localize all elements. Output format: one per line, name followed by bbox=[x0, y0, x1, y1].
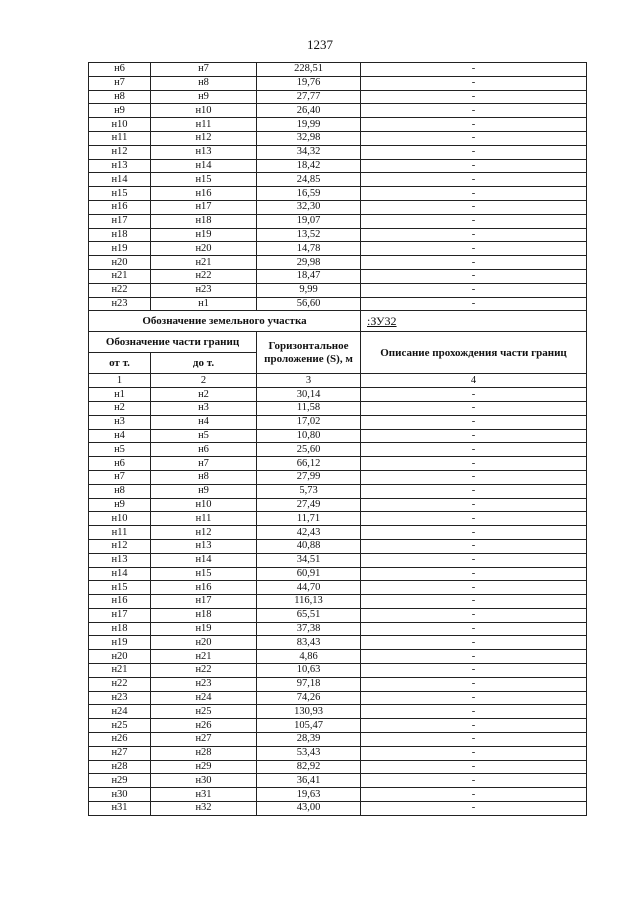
from-point-cell: н12 bbox=[89, 539, 151, 553]
column-number: 1 bbox=[89, 374, 151, 388]
description-cell: - bbox=[361, 388, 587, 402]
table-row bbox=[89, 297, 587, 311]
to-point-cell: н10 bbox=[151, 104, 257, 118]
to-point-cell: н20 bbox=[151, 636, 257, 650]
description-cell: - bbox=[361, 719, 587, 733]
description-cell: - bbox=[361, 470, 587, 484]
description-cell: - bbox=[361, 173, 587, 187]
to-point-cell: н27 bbox=[151, 733, 257, 747]
table-row bbox=[89, 484, 587, 498]
to-point-cell: н28 bbox=[151, 746, 257, 760]
to-point-cell: н5 bbox=[151, 429, 257, 443]
distance-cell: 11,71 bbox=[257, 512, 361, 526]
to-point-cell: н4 bbox=[151, 415, 257, 429]
description-cell: - bbox=[361, 297, 587, 311]
description-cell: - bbox=[361, 429, 587, 443]
from-point-cell: н23 bbox=[89, 691, 151, 705]
to-point-cell: н16 bbox=[151, 581, 257, 595]
parcel-code: :ЗУ32 bbox=[361, 311, 587, 332]
table-row bbox=[89, 470, 587, 484]
description-cell: - bbox=[361, 443, 587, 457]
distance-cell: 18,42 bbox=[257, 159, 361, 173]
distance-cell: 32,30 bbox=[257, 200, 361, 214]
to-point-cell: н2 bbox=[151, 388, 257, 402]
description-cell: - bbox=[361, 90, 587, 104]
distance-cell: 32,98 bbox=[257, 131, 361, 145]
table-row bbox=[89, 214, 587, 228]
to-point-cell: н19 bbox=[151, 622, 257, 636]
from-point-cell: н31 bbox=[89, 802, 151, 816]
distance-cell: 74,26 bbox=[257, 691, 361, 705]
distance-cell: 27,49 bbox=[257, 498, 361, 512]
description-cell: - bbox=[361, 581, 587, 595]
from-point-cell: н29 bbox=[89, 774, 151, 788]
table-row bbox=[89, 691, 587, 705]
parcel-row bbox=[89, 311, 587, 332]
description-cell: - bbox=[361, 788, 587, 802]
from-point-cell: н8 bbox=[89, 484, 151, 498]
table-row bbox=[89, 760, 587, 774]
from-point-cell: н23 bbox=[89, 297, 151, 311]
description-cell: - bbox=[361, 118, 587, 132]
table-row bbox=[89, 90, 587, 104]
from-point-cell: н5 bbox=[89, 443, 151, 457]
to-point-cell: н12 bbox=[151, 526, 257, 540]
from-point-cell: н16 bbox=[89, 200, 151, 214]
distance-cell: 18,47 bbox=[257, 269, 361, 283]
to-point-cell: н23 bbox=[151, 677, 257, 691]
from-point-cell: н19 bbox=[89, 242, 151, 256]
from-point-cell: н25 bbox=[89, 719, 151, 733]
to-point-cell: н14 bbox=[151, 159, 257, 173]
from-point-cell: н20 bbox=[89, 256, 151, 270]
header-row bbox=[89, 332, 587, 353]
distance-cell: 26,40 bbox=[257, 104, 361, 118]
distance-cell: 14,78 bbox=[257, 242, 361, 256]
to-point-cell: н1 bbox=[151, 297, 257, 311]
distance-cell: 4,86 bbox=[257, 650, 361, 664]
from-point-cell: н27 bbox=[89, 746, 151, 760]
from-point-cell: н22 bbox=[89, 677, 151, 691]
table-row bbox=[89, 242, 587, 256]
table-row bbox=[89, 498, 587, 512]
table-row bbox=[89, 457, 587, 471]
table-row bbox=[89, 145, 587, 159]
to-point-cell: н15 bbox=[151, 567, 257, 581]
description-cell: - bbox=[361, 498, 587, 512]
distance-cell: 27,99 bbox=[257, 470, 361, 484]
boundary-table bbox=[88, 62, 587, 816]
from-point-cell: н11 bbox=[89, 526, 151, 540]
distance-cell: 19,63 bbox=[257, 788, 361, 802]
table-row bbox=[89, 200, 587, 214]
from-header: от т. bbox=[89, 353, 151, 374]
distance-cell: 19,07 bbox=[257, 214, 361, 228]
to-point-cell: н11 bbox=[151, 118, 257, 132]
distance-cell: 130,93 bbox=[257, 705, 361, 719]
distance-cell: 9,99 bbox=[257, 283, 361, 297]
description-cell: - bbox=[361, 774, 587, 788]
distance-cell: 19,99 bbox=[257, 118, 361, 132]
description-cell: - bbox=[361, 567, 587, 581]
to-point-cell: н8 bbox=[151, 76, 257, 90]
from-point-cell: н7 bbox=[89, 76, 151, 90]
table-row bbox=[89, 664, 587, 678]
to-point-cell: н22 bbox=[151, 269, 257, 283]
from-point-cell: н16 bbox=[89, 595, 151, 609]
distance-cell: 66,12 bbox=[257, 457, 361, 471]
from-point-cell: н1 bbox=[89, 388, 151, 402]
to-point-cell: н3 bbox=[151, 401, 257, 415]
from-point-cell: н22 bbox=[89, 283, 151, 297]
to-point-cell: н13 bbox=[151, 539, 257, 553]
distance-cell: 53,43 bbox=[257, 746, 361, 760]
from-point-cell: н10 bbox=[89, 118, 151, 132]
to-point-cell: н9 bbox=[151, 90, 257, 104]
to-point-cell: н20 bbox=[151, 242, 257, 256]
description-cell: - bbox=[361, 131, 587, 145]
to-point-cell: н9 bbox=[151, 484, 257, 498]
to-point-cell: н21 bbox=[151, 256, 257, 270]
description-cell: - bbox=[361, 526, 587, 540]
table-row bbox=[89, 788, 587, 802]
from-point-cell: н24 bbox=[89, 705, 151, 719]
to-point-cell: н26 bbox=[151, 719, 257, 733]
table-row bbox=[89, 636, 587, 650]
distance-cell: 116,13 bbox=[257, 595, 361, 609]
to-point-cell: н31 bbox=[151, 788, 257, 802]
from-point-cell: н21 bbox=[89, 664, 151, 678]
description-cell: - bbox=[361, 104, 587, 118]
distance-cell: 42,43 bbox=[257, 526, 361, 540]
to-point-cell: н32 bbox=[151, 802, 257, 816]
table-row bbox=[89, 415, 587, 429]
description-cell: - bbox=[361, 539, 587, 553]
to-point-cell: н24 bbox=[151, 691, 257, 705]
description-cell: - bbox=[361, 200, 587, 214]
to-point-cell: н14 bbox=[151, 553, 257, 567]
to-point-cell: н12 bbox=[151, 131, 257, 145]
table-row bbox=[89, 567, 587, 581]
distance-cell: 43,00 bbox=[257, 802, 361, 816]
distance-cell: 56,60 bbox=[257, 297, 361, 311]
to-point-cell: н8 bbox=[151, 470, 257, 484]
from-point-cell: н17 bbox=[89, 608, 151, 622]
to-point-cell: н18 bbox=[151, 214, 257, 228]
from-point-cell: н11 bbox=[89, 131, 151, 145]
distance-cell: 82,92 bbox=[257, 760, 361, 774]
to-header: до т. bbox=[151, 353, 257, 374]
column-number: 3 bbox=[257, 374, 361, 388]
to-point-cell: н7 bbox=[151, 457, 257, 471]
table-row bbox=[89, 269, 587, 283]
distance-cell: 40,88 bbox=[257, 539, 361, 553]
description-cell: - bbox=[361, 691, 587, 705]
table-row bbox=[89, 228, 587, 242]
description-cell: - bbox=[361, 228, 587, 242]
from-point-cell: н9 bbox=[89, 498, 151, 512]
distance-cell: 19,76 bbox=[257, 76, 361, 90]
distance-cell: 11,58 bbox=[257, 401, 361, 415]
distance-cell: 44,70 bbox=[257, 581, 361, 595]
description-cell: - bbox=[361, 242, 587, 256]
from-point-cell: н6 bbox=[89, 63, 151, 77]
to-point-cell: н18 bbox=[151, 608, 257, 622]
from-point-cell: н18 bbox=[89, 622, 151, 636]
table-row bbox=[89, 539, 587, 553]
table-row bbox=[89, 76, 587, 90]
table-row bbox=[89, 553, 587, 567]
distance-cell: 17,02 bbox=[257, 415, 361, 429]
to-point-cell: н11 bbox=[151, 512, 257, 526]
description-cell: - bbox=[361, 760, 587, 774]
table-row bbox=[89, 283, 587, 297]
distance-cell: 10,63 bbox=[257, 664, 361, 678]
table-row bbox=[89, 388, 587, 402]
from-point-cell: н12 bbox=[89, 145, 151, 159]
to-point-cell: н30 bbox=[151, 774, 257, 788]
table-row bbox=[89, 187, 587, 201]
to-point-cell: н29 bbox=[151, 760, 257, 774]
from-point-cell: н8 bbox=[89, 90, 151, 104]
description-cell: - bbox=[361, 677, 587, 691]
distance-cell: 60,91 bbox=[257, 567, 361, 581]
description-cell: - bbox=[361, 664, 587, 678]
description-cell: - bbox=[361, 63, 587, 77]
description-cell: - bbox=[361, 484, 587, 498]
description-cell: - bbox=[361, 76, 587, 90]
parcel-label: Обозначение земельного участка bbox=[89, 311, 361, 332]
distance-cell: 10,80 bbox=[257, 429, 361, 443]
distance-cell: 29,98 bbox=[257, 256, 361, 270]
from-point-cell: н9 bbox=[89, 104, 151, 118]
from-point-cell: н30 bbox=[89, 788, 151, 802]
from-point-cell: н15 bbox=[89, 187, 151, 201]
to-point-cell: н17 bbox=[151, 595, 257, 609]
distance-cell: 5,73 bbox=[257, 484, 361, 498]
distance-cell: 30,14 bbox=[257, 388, 361, 402]
from-point-cell: н13 bbox=[89, 553, 151, 567]
distance-cell: 37,38 bbox=[257, 622, 361, 636]
description-cell: - bbox=[361, 705, 587, 719]
description-cell: - bbox=[361, 269, 587, 283]
to-point-cell: н15 bbox=[151, 173, 257, 187]
description-cell: - bbox=[361, 256, 587, 270]
distance-cell: 97,18 bbox=[257, 677, 361, 691]
distance-cell: 36,41 bbox=[257, 774, 361, 788]
table-row bbox=[89, 63, 587, 77]
to-point-cell: н22 bbox=[151, 664, 257, 678]
page-number: 1237 bbox=[307, 37, 333, 52]
from-point-cell: н10 bbox=[89, 512, 151, 526]
column-number: 4 bbox=[361, 374, 587, 388]
description-header: Описание прохождения части границ bbox=[361, 332, 587, 374]
boundary-table-body bbox=[89, 63, 587, 816]
to-point-cell: н7 bbox=[151, 63, 257, 77]
description-cell: - bbox=[361, 636, 587, 650]
to-point-cell: н23 bbox=[151, 283, 257, 297]
to-point-cell: н10 bbox=[151, 498, 257, 512]
from-point-cell: н6 bbox=[89, 457, 151, 471]
description-cell: - bbox=[361, 608, 587, 622]
from-point-cell: н2 bbox=[89, 401, 151, 415]
description-cell: - bbox=[361, 159, 587, 173]
to-point-cell: н19 bbox=[151, 228, 257, 242]
description-cell: - bbox=[361, 553, 587, 567]
table-row bbox=[89, 719, 587, 733]
from-point-cell: н21 bbox=[89, 269, 151, 283]
distance-cell: 83,43 bbox=[257, 636, 361, 650]
column-number-row bbox=[89, 374, 587, 388]
table-row bbox=[89, 581, 587, 595]
distance-cell: 105,47 bbox=[257, 719, 361, 733]
distance-cell: 13,52 bbox=[257, 228, 361, 242]
description-cell: - bbox=[361, 802, 587, 816]
distance-cell: 24,85 bbox=[257, 173, 361, 187]
to-point-cell: н13 bbox=[151, 145, 257, 159]
table-row bbox=[89, 774, 587, 788]
distance-cell: 16,59 bbox=[257, 187, 361, 201]
table-row bbox=[89, 256, 587, 270]
table-row bbox=[89, 608, 587, 622]
description-cell: - bbox=[361, 650, 587, 664]
description-cell: - bbox=[361, 401, 587, 415]
table-row bbox=[89, 650, 587, 664]
distance-cell: 25,60 bbox=[257, 443, 361, 457]
from-point-cell: н18 bbox=[89, 228, 151, 242]
to-point-cell: н21 bbox=[151, 650, 257, 664]
description-cell: - bbox=[361, 283, 587, 297]
distance-cell: 34,51 bbox=[257, 553, 361, 567]
distance-header: Горизонтальное проложение (S), м bbox=[257, 332, 361, 374]
to-point-cell: н16 bbox=[151, 187, 257, 201]
table-row bbox=[89, 802, 587, 816]
description-cell: - bbox=[361, 145, 587, 159]
from-point-cell: н4 bbox=[89, 429, 151, 443]
description-cell: - bbox=[361, 187, 587, 201]
description-cell: - bbox=[361, 415, 587, 429]
table-row bbox=[89, 526, 587, 540]
from-point-cell: н28 bbox=[89, 760, 151, 774]
table-row bbox=[89, 401, 587, 415]
part-header: Обозначение части границ bbox=[89, 332, 257, 353]
table-row bbox=[89, 512, 587, 526]
to-point-cell: н17 bbox=[151, 200, 257, 214]
table-row bbox=[89, 118, 587, 132]
table-row bbox=[89, 443, 587, 457]
column-number: 2 bbox=[151, 374, 257, 388]
description-cell: - bbox=[361, 512, 587, 526]
from-point-cell: н26 bbox=[89, 733, 151, 747]
table-row bbox=[89, 746, 587, 760]
from-point-cell: н15 bbox=[89, 581, 151, 595]
to-point-cell: н25 bbox=[151, 705, 257, 719]
table-row bbox=[89, 159, 587, 173]
from-point-cell: н3 bbox=[89, 415, 151, 429]
distance-cell: 34,32 bbox=[257, 145, 361, 159]
description-cell: - bbox=[361, 595, 587, 609]
table-row bbox=[89, 173, 587, 187]
table-row bbox=[89, 429, 587, 443]
from-point-cell: н17 bbox=[89, 214, 151, 228]
distance-cell: 27,77 bbox=[257, 90, 361, 104]
to-point-cell: н6 bbox=[151, 443, 257, 457]
from-point-cell: н14 bbox=[89, 567, 151, 581]
description-cell: - bbox=[361, 214, 587, 228]
table-row bbox=[89, 677, 587, 691]
table-row bbox=[89, 733, 587, 747]
description-cell: - bbox=[361, 622, 587, 636]
description-cell: - bbox=[361, 457, 587, 471]
from-point-cell: н13 bbox=[89, 159, 151, 173]
table-row bbox=[89, 705, 587, 719]
from-point-cell: н20 bbox=[89, 650, 151, 664]
table-row bbox=[89, 104, 587, 118]
description-cell: - bbox=[361, 733, 587, 747]
distance-cell: 65,51 bbox=[257, 608, 361, 622]
description-cell: - bbox=[361, 746, 587, 760]
from-point-cell: н19 bbox=[89, 636, 151, 650]
distance-cell: 228,51 bbox=[257, 63, 361, 77]
from-point-cell: н7 bbox=[89, 470, 151, 484]
distance-cell: 28,39 bbox=[257, 733, 361, 747]
table-row bbox=[89, 622, 587, 636]
table-row bbox=[89, 131, 587, 145]
table-row bbox=[89, 595, 587, 609]
from-point-cell: н14 bbox=[89, 173, 151, 187]
